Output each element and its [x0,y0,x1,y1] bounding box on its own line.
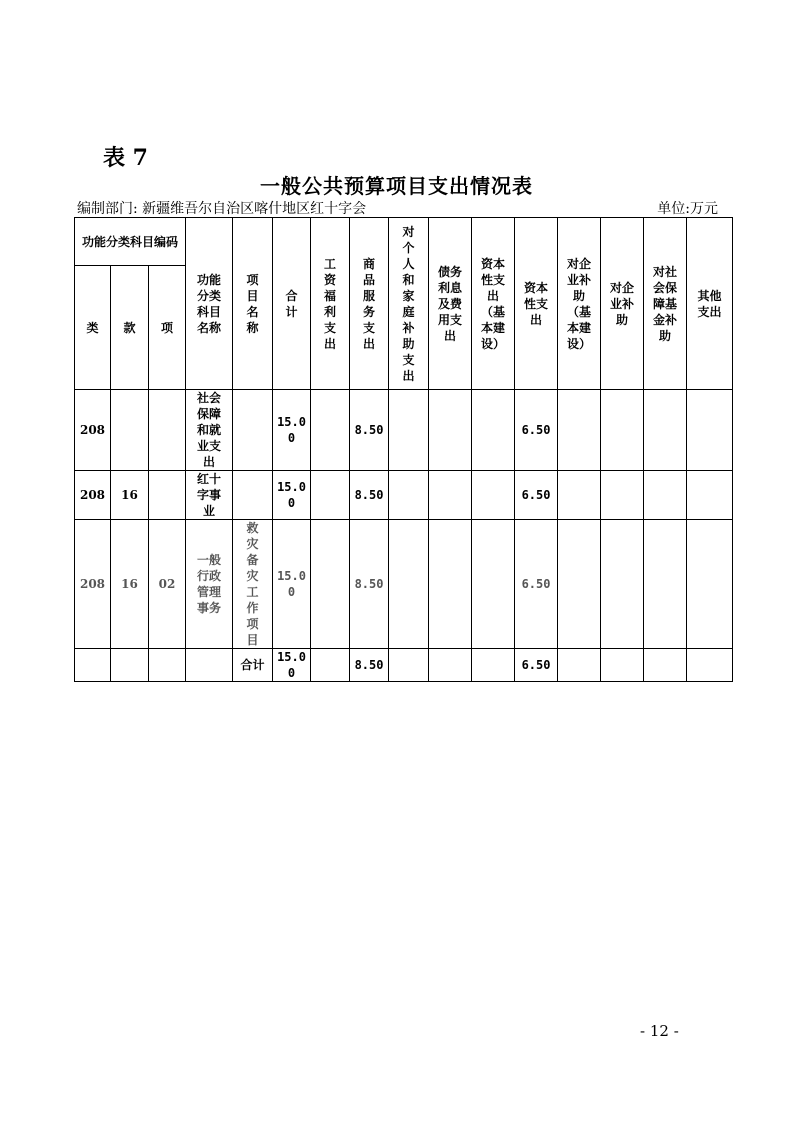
header-lei: 类 [75,266,111,390]
cell-enterprise [601,390,644,471]
cell-salary [311,390,350,471]
total-label: 合计 [233,649,273,682]
cell-enterprise-infra [558,520,601,649]
header-goods: 商品服务支出 [350,218,389,390]
header-other: 其他支出 [687,218,733,390]
header-xiang: 项 [149,266,186,390]
unit-label: 单位:万元 [657,201,718,217]
cell-enterprise [601,520,644,649]
page-title: 一般公共预算项目支出情况表 [260,174,533,198]
cell-empty [149,649,186,682]
total-total: 15.00 [273,649,311,682]
header-func-name: 功能分类科目名称 [186,218,233,390]
header-project-name: 项目名称 [233,218,273,390]
cell-social-fund [644,520,687,649]
cell-social-fund [644,471,687,520]
cell-empty [389,649,429,682]
cell-empty [558,649,601,682]
department-label: 编制部门: 新疆维吾尔自治区喀什地区红十字会 [77,201,367,217]
cell-empty [311,649,350,682]
cell-xiang [149,390,186,471]
cell-other [687,390,733,471]
table-row [75,390,733,471]
cell-empty [429,649,472,682]
cell-lei: 208 [75,471,111,520]
cell-goods: 8.50 [350,520,389,649]
cell-empty [75,649,111,682]
cell-capital-infra [472,520,515,649]
cell-enterprise-infra [558,390,601,471]
cell-capital-infra [472,390,515,471]
cell-project [233,471,273,520]
cell-other [687,520,733,649]
cell-lei: 208 [75,520,111,649]
cell-salary [311,471,350,520]
header-social-fund: 对社会保障基金补助 [644,218,687,390]
cell-total: 15.00 [273,520,311,649]
cell-capital: 6.50 [515,471,558,520]
header-enterprise-infra: 对企业补助（基本建设） [558,218,601,390]
cell-kuan: 16 [111,471,149,520]
table-number: 表 7 [103,145,148,171]
cell-capital: 6.50 [515,520,558,649]
cell-debt [429,390,472,471]
header-capital-infra: 资本性支出（基本建设） [472,218,515,390]
cell-empty [687,649,733,682]
cell-xiang [149,471,186,520]
header-kuan: 款 [111,266,149,390]
cell-goods: 8.50 [350,390,389,471]
cell-total: 15.00 [273,390,311,471]
cell-salary [311,520,350,649]
header-row-1 [75,218,733,266]
cell-empty [644,649,687,682]
header-func-code: 功能分类科目编码 [75,218,186,266]
cell-capital: 6.50 [515,390,558,471]
cell-func-name: 红十字事业 [186,471,233,520]
cell-empty [472,649,515,682]
cell-other [687,471,733,520]
page-number: - 12 - [640,1022,679,1040]
cell-total: 15.00 [273,471,311,520]
cell-personal [389,471,429,520]
cell-kuan [111,390,149,471]
table-row [75,520,733,649]
cell-personal [389,390,429,471]
cell-func-name: 社会保障和就业支出 [186,390,233,471]
cell-capital-infra [472,471,515,520]
table-row [75,471,733,520]
header-salary: 工资福利支出 [311,218,350,390]
cell-lei: 208 [75,390,111,471]
cell-personal [389,520,429,649]
cell-debt [429,520,472,649]
total-capital: 6.50 [515,649,558,682]
cell-project: 救灾备灾工作项目 [233,520,273,649]
header-debt: 债务利息及费用支出 [429,218,472,390]
expenditure-table [74,217,733,682]
header-capital: 资本性支出 [515,218,558,390]
cell-enterprise-infra [558,471,601,520]
cell-project [233,390,273,471]
total-row [75,649,733,682]
cell-debt [429,471,472,520]
header-total: 合计 [273,218,311,390]
cell-goods: 8.50 [350,471,389,520]
cell-social-fund [644,390,687,471]
header-personal: 对个人和家庭补助支出 [389,218,429,390]
cell-xiang: 02 [149,520,186,649]
header-enterprise: 对企业补助 [601,218,644,390]
cell-empty [601,649,644,682]
cell-empty [111,649,149,682]
cell-empty [186,649,233,682]
total-goods: 8.50 [350,649,389,682]
cell-func-name: 一般行政管理事务 [186,520,233,649]
cell-enterprise [601,471,644,520]
cell-kuan: 16 [111,520,149,649]
